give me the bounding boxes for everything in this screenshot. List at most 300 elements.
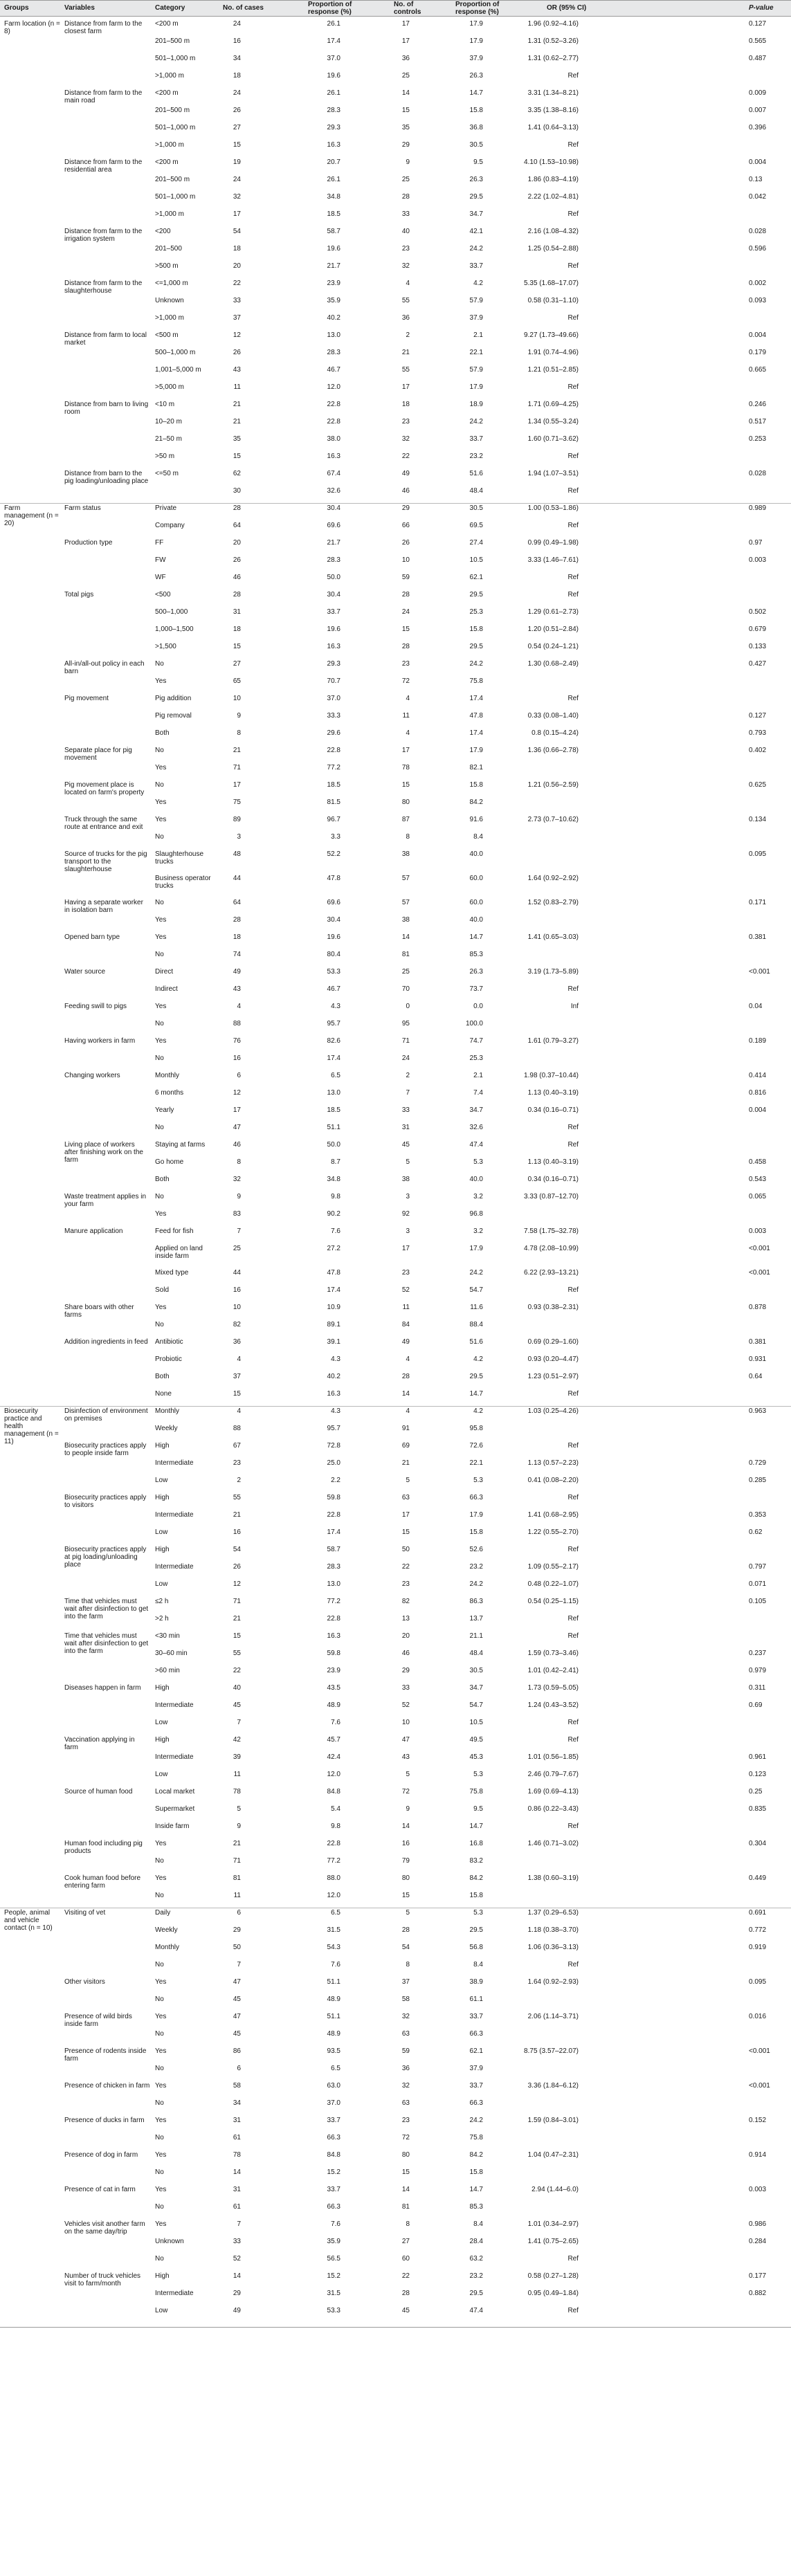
p-value-cell: 0.284 [749, 2238, 767, 2245]
prop-cases-cell: 54.3 [327, 1944, 340, 1951]
variable-label: Presence of rodents inside farm [64, 2047, 147, 2063]
header-or: OR (95% CI) [547, 4, 587, 12]
or-cell: 1.96 (0.92–4.16) [527, 20, 579, 28]
prop-cases-cell: 34.8 [327, 193, 340, 201]
or-cell: Ref [567, 487, 579, 495]
category-cell: No [155, 1193, 164, 1200]
or-cell: 1.13 (0.57–2.23) [527, 1459, 579, 1467]
or-cell: 1.22 (0.55–2.70) [527, 1528, 579, 1536]
cases-cell: 15 [233, 1632, 241, 1640]
category-cell: <30 min [155, 1632, 180, 1640]
category-cell: No [155, 2203, 164, 2211]
prop-controls-cell: 21.1 [469, 1632, 483, 1640]
prop-controls-cell: 5.3 [473, 1909, 483, 1917]
cases-cell: 61 [233, 2203, 241, 2211]
category-cell: No [155, 781, 164, 789]
prop-cases-cell: 48.9 [327, 1995, 340, 2003]
prop-controls-cell: 15.8 [469, 2168, 483, 2176]
or-cell: 0.69 (0.29–1.60) [527, 1338, 579, 1346]
or-cell: 1.20 (0.51–2.84) [527, 625, 579, 633]
controls-cell: 45 [401, 1141, 410, 1149]
controls-cell: 23 [401, 1269, 410, 1277]
category-cell: <=50 m [155, 470, 179, 477]
category-cell: Antibiotic [155, 1338, 183, 1346]
category-cell: No [155, 833, 164, 841]
or-cell: Ref [567, 262, 579, 270]
cases-cell: 28 [233, 591, 241, 599]
variable-label: Opened barn type [64, 933, 120, 941]
cases-cell: 26 [233, 349, 241, 356]
cases-cell: 64 [233, 899, 241, 906]
or-cell: Ref [567, 1615, 579, 1623]
prop-cases-cell: 63.0 [327, 2082, 340, 2090]
prop-cases-cell: 38.0 [327, 435, 340, 443]
prop-controls-cell: 88.4 [469, 1321, 483, 1328]
prop-controls-cell: 10.5 [469, 1719, 483, 1726]
controls-cell: 25 [401, 176, 410, 183]
controls-cell: 63 [401, 2030, 410, 2038]
category-cell: Yes [155, 916, 167, 924]
category-cell: Low [155, 1580, 168, 1588]
category-cell: Yes [155, 816, 167, 823]
p-value-cell: 0.189 [749, 1037, 767, 1045]
category-cell: Private [155, 504, 177, 512]
prop-controls-cell: 83.2 [469, 1857, 483, 1865]
or-cell: Ref [567, 1546, 579, 1553]
controls-cell: 59 [401, 574, 410, 581]
category-cell: High [155, 2272, 170, 2280]
or-cell: Ref [567, 1632, 579, 1640]
variable-label: Visiting of vet [64, 1909, 106, 1917]
prop-cases-cell: 17.4 [327, 1528, 340, 1536]
or-cell: Ref [567, 2255, 579, 2263]
category-cell: >1,000 m [155, 314, 184, 322]
category-cell: Sold [155, 1286, 170, 1294]
cases-cell: 45 [233, 1701, 241, 1709]
p-value-cell: 0.381 [749, 1338, 767, 1346]
cases-cell: 50 [233, 1944, 241, 1951]
cases-cell: 32 [233, 193, 241, 201]
cases-cell: 4 [237, 1003, 241, 1010]
category-cell: >1,000 m [155, 210, 184, 218]
p-value-cell: 0.133 [749, 643, 767, 650]
category-cell: No [155, 1054, 164, 1062]
p-value-cell: 0.679 [749, 625, 767, 633]
category-cell: >2 h [155, 1615, 169, 1623]
prop-cases-cell: 18.5 [327, 210, 340, 218]
p-value-cell: 0.691 [749, 1909, 767, 1917]
cases-cell: 4 [237, 1407, 241, 1415]
variable-label: Share boars with other farms [64, 1304, 134, 1319]
prop-cases-cell: 37.0 [327, 55, 340, 62]
prop-controls-cell: 45.3 [469, 1753, 483, 1761]
prop-controls-cell: 48.4 [469, 1650, 483, 1657]
or-cell: 1.41 (0.68–2.95) [527, 1511, 579, 1519]
controls-cell: 17 [401, 747, 410, 754]
prop-controls-cell: 62.1 [469, 574, 483, 581]
variable-label: Vaccination applying in farm [64, 1736, 135, 1751]
prop-controls-cell: 17.4 [469, 729, 483, 737]
controls-cell: 21 [401, 349, 410, 356]
or-cell: 1.04 (0.47–2.31) [527, 2151, 579, 2159]
category-cell: Yes [155, 1978, 167, 1986]
p-value-cell: <0.001 [749, 2082, 770, 2090]
or-cell: Ref [567, 141, 579, 149]
prop-controls-cell: 2.1 [473, 331, 483, 339]
controls-cell: 23 [401, 245, 410, 253]
controls-cell: 36 [401, 2065, 410, 2072]
prop-controls-cell: 62.1 [469, 2047, 483, 2055]
prop-cases-cell: 6.5 [331, 1072, 340, 1079]
controls-cell: 66 [401, 522, 410, 529]
cases-cell: 24 [233, 176, 241, 183]
controls-cell: 72 [401, 677, 410, 685]
cases-cell: 20 [233, 539, 241, 547]
cases-cell: 44 [233, 875, 241, 882]
prop-cases-cell: 51.1 [327, 2013, 340, 2020]
cases-cell: 21 [233, 1615, 241, 1623]
p-value-cell: 0.003 [749, 556, 767, 564]
controls-cell: 80 [401, 2151, 410, 2159]
cases-cell: 9 [237, 1823, 241, 1830]
prop-cases-cell: 37.0 [327, 2099, 340, 2107]
prop-controls-cell: 29.5 [469, 2290, 483, 2297]
p-value-cell: 0.986 [749, 2220, 767, 2228]
prop-controls-cell: 9.5 [473, 158, 483, 166]
category-cell: No [155, 2255, 164, 2263]
category-cell: <200 m [155, 158, 179, 166]
category-cell: FW [155, 556, 166, 564]
cases-cell: 89 [233, 816, 241, 823]
or-cell: 1.41 (0.75–2.65) [527, 2238, 579, 2245]
controls-cell: 3 [406, 1227, 410, 1235]
prop-controls-cell: 100.0 [465, 1020, 483, 1027]
controls-cell: 63 [401, 2099, 410, 2107]
variable-label: Distance from farm to the irrigation system [64, 228, 143, 243]
prop-cases-cell: 28.3 [327, 556, 340, 564]
prop-cases-cell: 30.4 [327, 504, 340, 512]
category-cell: No [155, 1857, 164, 1865]
prop-cases-cell: 19.6 [327, 933, 340, 941]
variable-label: Distance from farm to the residential area [64, 158, 143, 174]
controls-cell: 29 [401, 141, 410, 149]
controls-cell: 4 [406, 280, 410, 287]
prop-cases-cell: 46.7 [327, 366, 340, 374]
or-cell: 9.27 (1.73–49.66) [524, 331, 579, 339]
controls-cell: 87 [401, 816, 410, 823]
cases-cell: 12 [233, 1089, 241, 1097]
or-cell: 2.06 (1.14–3.71) [527, 2013, 579, 2020]
controls-cell: 40 [401, 228, 410, 235]
controls-cell: 9 [406, 1805, 410, 1813]
prop-cases-cell: 84.8 [327, 2151, 340, 2159]
controls-cell: 45 [401, 2307, 410, 2314]
controls-cell: 55 [401, 366, 410, 374]
p-value-cell: 0.004 [749, 158, 767, 166]
prop-cases-cell: 37.0 [327, 695, 340, 702]
cases-cell: 8 [237, 1158, 241, 1166]
p-value-cell: 0.797 [749, 1563, 767, 1571]
prop-cases-cell: 33.7 [327, 608, 340, 616]
cases-cell: 27 [233, 124, 241, 131]
variable-label: Presence of chicken in farm [64, 2082, 150, 2090]
category-cell: High [155, 1546, 170, 1553]
p-value-cell: 0.177 [749, 2272, 767, 2280]
p-value-cell: 0.065 [749, 1193, 767, 1200]
controls-cell: 33 [401, 1684, 410, 1692]
controls-cell: 52 [401, 1286, 410, 1294]
category-cell: 1,001–5,000 m [155, 366, 201, 374]
or-cell: Ref [567, 695, 579, 702]
p-value-cell: 0.793 [749, 729, 767, 737]
controls-cell: 23 [401, 660, 410, 668]
header-cases: No. of cases [223, 4, 264, 12]
controls-cell: 28 [401, 1373, 410, 1380]
prop-controls-cell: 17.9 [469, 20, 483, 28]
p-value-cell: 0.353 [749, 1511, 767, 1519]
controls-cell: 5 [406, 1477, 410, 1484]
category-cell: None [155, 1390, 172, 1398]
or-cell: 1.09 (0.55–2.17) [527, 1563, 579, 1571]
prop-cases-cell: 25.0 [327, 1459, 340, 1467]
category-cell: 501–1,000 m [155, 124, 196, 131]
category-cell: ≤2 h [155, 1598, 169, 1605]
header-prop-resp-cases: Proportion of response (%) [308, 1, 352, 16]
prop-cases-cell: 19.6 [327, 72, 340, 80]
category-cell: Yes [155, 2220, 167, 2228]
prop-controls-cell: 37.9 [469, 314, 483, 322]
prop-cases-cell: 20.7 [327, 158, 340, 166]
prop-cases-cell: 9.8 [331, 1193, 340, 1200]
controls-cell: 10 [401, 1719, 410, 1726]
prop-cases-cell: 7.6 [331, 1961, 340, 1968]
or-cell: 2.22 (1.02–4.81) [527, 193, 579, 201]
category-cell: 500–1,000 [155, 608, 188, 616]
or-cell: 1.41 (0.65–3.03) [527, 933, 579, 941]
prop-controls-cell: 26.3 [469, 176, 483, 183]
cases-cell: 15 [233, 1390, 241, 1398]
variable-label: Cook human food before entering farm [64, 1874, 141, 1890]
category-cell: >60 min [155, 1667, 180, 1674]
or-cell: 0.33 (0.08–1.40) [527, 712, 579, 720]
p-value-cell: 0.13 [749, 176, 763, 183]
variable-label: Number of truck vehicles visit to farm/month [64, 2272, 141, 2287]
cases-cell: 21 [233, 1511, 241, 1519]
prop-controls-cell: 37.9 [469, 55, 483, 62]
variable-label: Presence of wild birds inside farm [64, 2013, 132, 2028]
category-cell: Yes [155, 764, 167, 771]
prop-cases-cell: 58.7 [327, 228, 340, 235]
prop-cases-cell: 3.3 [331, 833, 340, 841]
category-cell: >1,500 [155, 643, 176, 650]
p-value-cell: 0.625 [749, 781, 767, 789]
prop-cases-cell: 28.3 [327, 1563, 340, 1571]
variable-label: Distance from farm to the main road [64, 89, 143, 104]
prop-cases-cell: 72.8 [327, 1442, 340, 1450]
or-cell: 2.46 (0.79–7.67) [527, 1771, 579, 1778]
or-cell: 1.01 (0.34–2.97) [527, 2220, 579, 2228]
category-cell: >5,000 m [155, 383, 184, 391]
p-value-cell: 0.028 [749, 470, 767, 477]
prop-controls-cell: 51.6 [469, 1338, 483, 1346]
prop-controls-cell: 5.3 [473, 1477, 483, 1484]
category-cell: No [155, 1124, 164, 1131]
category-cell: Yes [155, 2013, 167, 2020]
category-cell: Feed for fish [155, 1227, 194, 1235]
group-label: Farm location (n = 8) [4, 20, 60, 35]
prop-cases-cell: 17.4 [327, 1054, 340, 1062]
cases-cell: 47 [233, 2013, 241, 2020]
prop-cases-cell: 40.2 [327, 314, 340, 322]
header-prop-resp-controls: Proportion of response (%) [455, 1, 500, 16]
controls-cell: 79 [401, 1857, 410, 1865]
controls-cell: 0 [406, 1003, 410, 1010]
p-value-cell: 0.003 [749, 1227, 767, 1235]
or-cell: Ref [567, 985, 579, 993]
cases-cell: 16 [233, 37, 241, 45]
controls-cell: 92 [401, 1210, 410, 1218]
category-cell: >1,000 m [155, 141, 184, 149]
controls-cell: 4 [406, 1407, 410, 1415]
prop-cases-cell: 26.1 [327, 176, 340, 183]
cases-cell: 12 [233, 331, 241, 339]
or-cell: Ref [567, 314, 579, 322]
prop-cases-cell: 23.9 [327, 1667, 340, 1674]
prop-controls-cell: 24.2 [469, 2117, 483, 2124]
prop-controls-cell: 29.5 [469, 1373, 483, 1380]
variable-label: Distance from barn to living room [64, 401, 149, 416]
prop-controls-cell: 23.2 [469, 2272, 483, 2280]
category-cell: WF [155, 574, 166, 581]
p-value-cell: 0.502 [749, 608, 767, 616]
category-cell: Daily [155, 1909, 171, 1917]
prop-cases-cell: 69.6 [327, 522, 340, 529]
p-value-cell: 0.919 [749, 1944, 767, 1951]
controls-cell: 29 [401, 504, 410, 512]
prop-cases-cell: 22.8 [327, 401, 340, 408]
prop-cases-cell: 12.0 [327, 383, 340, 391]
or-cell: 0.58 (0.31–1.10) [527, 297, 579, 304]
category-cell: Yes [155, 1003, 167, 1010]
variable-label: Other visitors [64, 1978, 105, 1986]
variable-label: Production type [64, 539, 113, 547]
p-value-cell: 0.835 [749, 1805, 767, 1813]
cases-cell: 34 [233, 2099, 241, 2107]
variable-label: Farm status [64, 504, 101, 512]
prop-controls-cell: 85.3 [469, 951, 483, 958]
variable-label: Water source [64, 968, 106, 976]
variable-label: Presence of ducks in farm [64, 2117, 145, 2124]
prop-controls-cell: 47.8 [469, 712, 483, 720]
or-cell: 4.78 (2.08–10.99) [524, 1245, 579, 1252]
prop-controls-cell: 15.8 [469, 625, 483, 633]
p-value-cell: 0.961 [749, 1753, 767, 1761]
prop-cases-cell: 95.7 [327, 1020, 340, 1027]
prop-controls-cell: 28.4 [469, 2238, 483, 2245]
p-value-cell: 0.246 [749, 401, 767, 408]
prop-cases-cell: 33.7 [327, 2117, 340, 2124]
cases-cell: 48 [233, 850, 241, 858]
p-value-cell: 0.427 [749, 660, 767, 668]
controls-cell: 17 [401, 383, 410, 391]
controls-cell: 17 [401, 37, 410, 45]
controls-cell: 70 [401, 985, 410, 993]
cases-cell: 17 [233, 210, 241, 218]
prop-controls-cell: 96.8 [469, 1210, 483, 1218]
prop-cases-cell: 16.3 [327, 643, 340, 650]
cases-cell: 6 [237, 1909, 241, 1917]
category-cell: <200 m [155, 20, 179, 28]
prop-cases-cell: 26.1 [327, 89, 340, 97]
p-value-cell: 0.402 [749, 747, 767, 754]
cases-cell: 24 [233, 89, 241, 97]
cases-cell: 12 [233, 1580, 241, 1588]
prop-cases-cell: 13.0 [327, 331, 340, 339]
variable-label: Truck through the same route at entrance and exit [64, 816, 143, 831]
prop-controls-cell: 15.8 [469, 107, 483, 114]
cases-cell: 47 [233, 1978, 241, 1986]
cases-cell: 18 [233, 625, 241, 633]
controls-cell: 28 [401, 2290, 410, 2297]
or-cell: 1.23 (0.51–2.97) [527, 1373, 579, 1380]
category-cell: Yes [155, 798, 167, 806]
prop-controls-cell: 33.7 [469, 262, 483, 270]
cases-cell: 86 [233, 2047, 241, 2055]
category-cell: Probiotic [155, 1355, 182, 1363]
or-cell: 1.34 (0.55–3.24) [527, 418, 579, 426]
cases-cell: 40 [233, 1684, 241, 1692]
cases-cell: 10 [233, 695, 241, 702]
prop-controls-cell: 15.8 [469, 1528, 483, 1536]
prop-controls-cell: 47.4 [469, 2307, 483, 2314]
variable-label: Having workers in farm [64, 1037, 136, 1045]
category-cell: Company [155, 522, 185, 529]
cases-cell: 11 [233, 1771, 241, 1778]
category-cell: <=1,000 m [155, 280, 188, 287]
variable-label: Waste treatment applies in your farm [64, 1193, 147, 1208]
controls-cell: 2 [406, 1072, 410, 1079]
or-cell: 3.33 (1.46–7.61) [527, 556, 579, 564]
or-cell: Ref [567, 1390, 579, 1398]
controls-cell: 81 [401, 951, 410, 958]
or-cell: 1.64 (0.92–2.92) [527, 875, 579, 882]
prop-cases-cell: 31.5 [327, 2290, 340, 2297]
group-label: Farm management (n = 20) [4, 504, 59, 527]
variable-label: Distance from farm to the slaughterhouse [64, 280, 143, 295]
variable-label: Biosecurity practices apply to people inside farm [64, 1442, 147, 1457]
prop-cases-cell: 48.9 [327, 2030, 340, 2038]
category-cell: No [155, 2030, 164, 2038]
cases-cell: 64 [233, 522, 241, 529]
prop-cases-cell: 53.3 [327, 2307, 340, 2314]
controls-cell: 47 [401, 1736, 410, 1744]
p-value-cell: 0.414 [749, 1072, 767, 1079]
controls-cell: 5 [406, 1771, 410, 1778]
prop-controls-cell: 74.7 [469, 1037, 483, 1045]
variable-label: Time that vehicles must wait after disinfection to get into the farm [64, 1598, 149, 1620]
category-cell: No [155, 2168, 164, 2176]
prop-cases-cell: 7.6 [331, 1227, 340, 1235]
controls-cell: 31 [401, 1124, 410, 1131]
cases-cell: 74 [233, 951, 241, 958]
p-value-cell: 0.517 [749, 418, 767, 426]
or-cell: 1.91 (0.74–4.96) [527, 349, 579, 356]
prop-controls-cell: 49.5 [469, 1736, 483, 1744]
category-cell: No [155, 1020, 164, 1027]
category-cell: Intermediate [155, 2290, 194, 2297]
controls-cell: 2 [406, 331, 410, 339]
prop-cases-cell: 13.0 [327, 1580, 340, 1588]
